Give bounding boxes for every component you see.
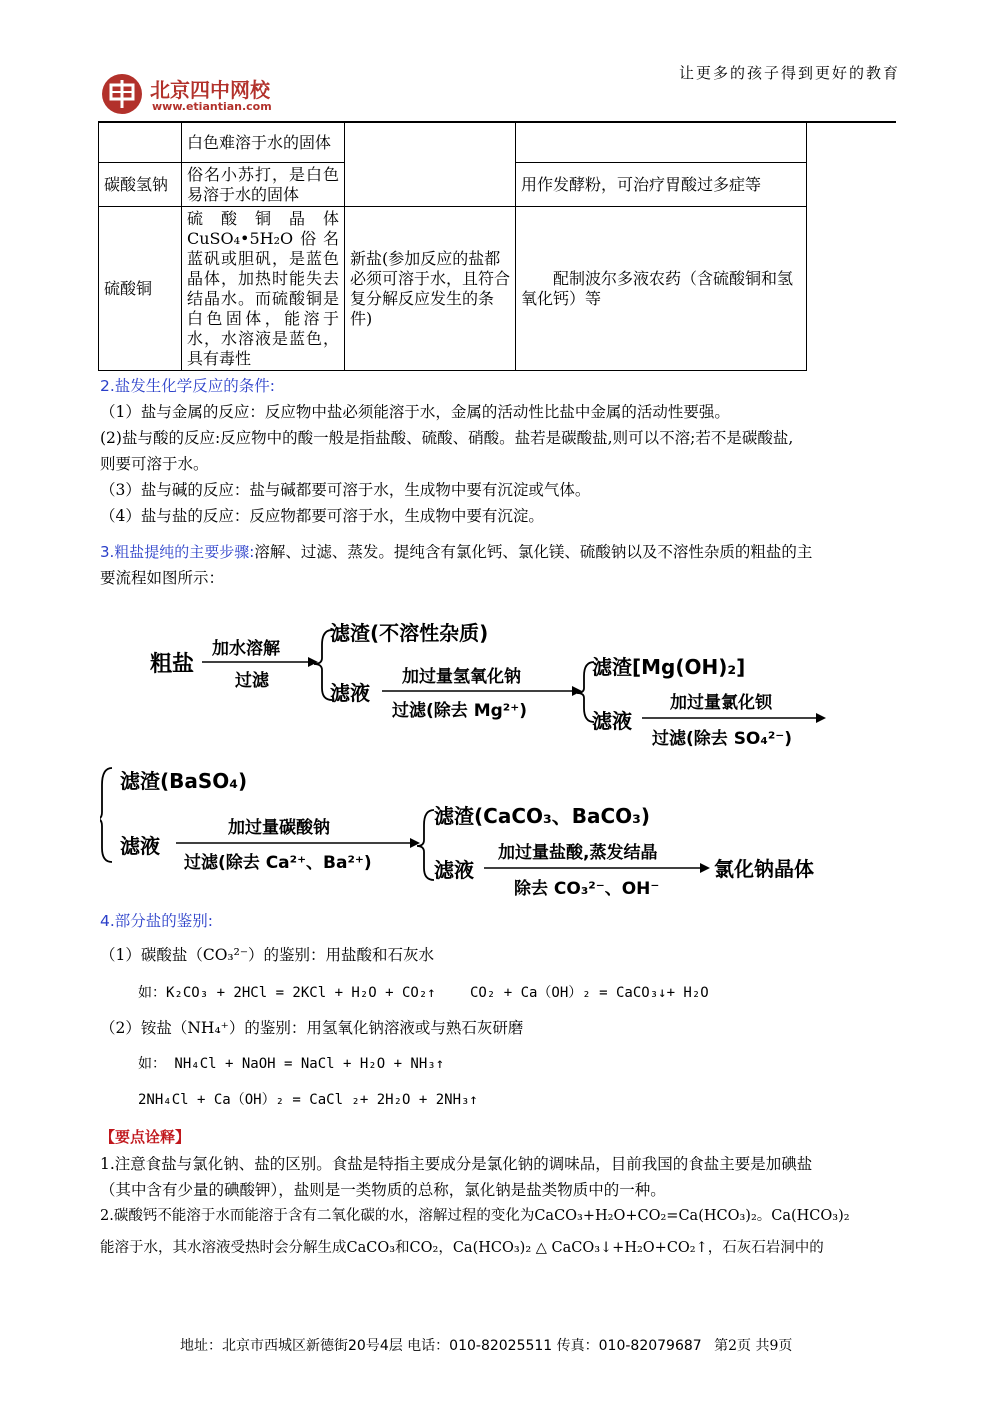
section-2-item: (2)盐与酸的反应:反应物中的酸一般是指盐酸、硫酸、硝酸。盐若是碳酸盐,则可以不溶;若不是碳酸盐, [100, 429, 794, 447]
section-2-title: 2.盐发生化学反应的条件: [100, 377, 276, 395]
flow-arrowhead [700, 863, 710, 873]
table-cell: 配制波尔多液农药（含硫酸铜和氢氧化钙）等 [516, 207, 807, 371]
flow-remove-mg: 过滤(除去 Mg²⁺) [392, 701, 527, 721]
equation: 如：K₂CO₃ + 2HCl = 2KCl + H₂O + CO₂↑ [138, 985, 436, 1001]
logo-emblem-icon [100, 72, 144, 116]
keypoints-title: 【要点诠释】 [100, 1128, 191, 1146]
section-2-item: （1）盐与金属的反应：反应物中盐必须能溶于水，金属的活动性比盐中金属的活动性要强。 [100, 403, 730, 421]
flow-product: 氯化钠晶体 [714, 857, 814, 881]
table-cell [345, 123, 516, 207]
flow-residue-3: 滤渣(BaSO₄) [120, 769, 248, 793]
equation: 2NH₄Cl + Ca（OH）₂ = CaCl ₂+ 2H₂O + 2NH₃↑ [138, 1092, 478, 1108]
flow-remove-so4: 过滤(除去 SO₄²⁻) [652, 729, 793, 749]
flow-remove-co3-oh: 除去 CO₃²⁻、OH⁻ [514, 879, 660, 899]
table-cell [99, 123, 182, 163]
logo-url: www.etiantian.com [152, 100, 272, 113]
keypoints-paragraph: 能溶于水，其水溶液受热时会分解生成CaCO₃和CO₂，Ca(HCO₃)₂ △ CaCO₃↓+H₂O+CO₂↑，石灰石岩洞中的 [100, 1240, 824, 1256]
flow-add-naoh: 加过量氢氧化钠 [402, 667, 521, 687]
table-cell: 白色难溶于水的固体 [182, 123, 345, 163]
flow-brace [417, 810, 434, 880]
table-row [99, 123, 807, 163]
purification-flow-diagram [100, 600, 900, 900]
flow-filtrate-4: 滤液 [434, 858, 474, 882]
table-cell: 硫酸铜 [99, 207, 182, 371]
flow-filter: 过滤 [235, 671, 269, 691]
flow-add-na2co3: 加过量碳酸钠 [228, 818, 330, 838]
header-slogan: 让更多的孩子得到更好的教育 [678, 64, 900, 82]
site-logo [100, 70, 300, 120]
flow-arrowhead [308, 657, 318, 667]
flow-brace [100, 768, 112, 862]
flow-residue-4: 滤渣(CaCO₃、BaCO₃) [434, 804, 651, 828]
salt-table [98, 122, 807, 371]
section-2-item: 则要可溶于水。 [100, 455, 209, 473]
section-3-text: 溶解、过滤、蒸发。提纯含有氯化钙、氯化镁、硫酸钠以及不溶性杂质的粗盐的主 [254, 543, 813, 561]
section-3-title: 3.粗盐提纯的主要步骤: [100, 543, 255, 561]
table-cell: 俗名小苏打，是白色易溶于水的固体 [182, 163, 345, 207]
keypoints-paragraph: （其中含有少量的碘酸钾），盐则是一类物质的总称，氯化钠是盐类物质中的一种。 [100, 1181, 666, 1199]
table-row [99, 207, 807, 371]
section-3-line [100, 539, 900, 565]
section-3-text-2: 要流程如图所示： [100, 569, 225, 587]
flow-filtrate-1: 滤液 [330, 681, 370, 705]
flow-arrowhead [572, 686, 582, 696]
flow-remove-ca-ba: 过滤(除去 Ca²⁺、Ba²⁺) [184, 853, 372, 873]
flow-add-bacl2: 加过量氯化钡 [670, 693, 772, 713]
table-cell: 用作发酵粉，可治疗胃酸过多症等 [516, 163, 807, 207]
flow-arrowhead [816, 713, 826, 723]
equation: CO₂ + Ca（OH）₂ = CaCO₃↓+ H₂O [470, 985, 709, 1001]
flow-add-hcl: 加过量盐酸,蒸发结晶 [498, 843, 658, 863]
footer-address: 地址：北京市西城区新德街20号4层 电话：010-82025511 传真：010-82079687 [180, 1338, 702, 1354]
flow-filtrate-2: 滤液 [592, 709, 632, 733]
keypoints-paragraph: 2.碳酸钙不能溶于水而能溶于含有二氧化碳的水，溶解过程的变化为CaCO₃+H₂O+CO₂=Ca(HCO₃)₂。Ca(HCO₃)₂ [100, 1208, 850, 1224]
equation: 如： NH₄Cl + NaOH = NaCl + H₂O + NH₃↑ [138, 1056, 445, 1072]
flow-add-water: 加水溶解 [212, 639, 280, 659]
section-2-item: （3）盐与碱的反应：盐与碱都要可溶于水，生成物中要有沉淀或气体。 [100, 481, 591, 499]
flow-residue-2: 滤渣[Mg(OH)₂] [592, 655, 746, 679]
flow-filtrate-3: 滤液 [120, 834, 160, 858]
footer-page-number: 第2页 共9页 [714, 1338, 793, 1354]
logo-name: 北京四中网校 [150, 78, 270, 102]
footer [180, 1335, 880, 1355]
table-cell: 碳酸氢钠 [99, 163, 182, 207]
flow-residue-1: 滤渣(不溶性杂质) [330, 621, 489, 645]
section-4-item-2: （2）铵盐（NH₄⁺）的鉴别：用氢氧化钠溶液或与熟石灰研磨 [100, 1019, 524, 1037]
section-4-item-1: （1）碳酸盐（CO₃²⁻）的鉴别：用盐酸和石灰水 [100, 946, 435, 964]
section-2-item: （4）盐与盐的反应：反应物都要可溶于水，生成物中要有沉淀。 [100, 507, 544, 525]
table-cell: 新盐(参加反应的盐都必须可溶于水，且符合复分解反应发生的条件) [345, 207, 516, 371]
flow-crude-salt: 粗盐 [150, 652, 195, 677]
table-cell [516, 123, 807, 163]
section-4-title: 4.部分盐的鉴别: [100, 912, 214, 930]
keypoints-paragraph: 1.注意食盐与氯化钠、盐的区别。食盐是特指主要成分是氯化钠的调味品，目前我国的食盐主要是加碘盐 [100, 1155, 813, 1173]
table-cell: 硫酸铜晶体CuSO₄•5H₂O俗名蓝矾或胆矾，是蓝色晶体，加热时能失去结晶水。而硫酸铜是白色固体，能溶于水，水溶液是蓝色，具有毒性 [182, 207, 345, 371]
